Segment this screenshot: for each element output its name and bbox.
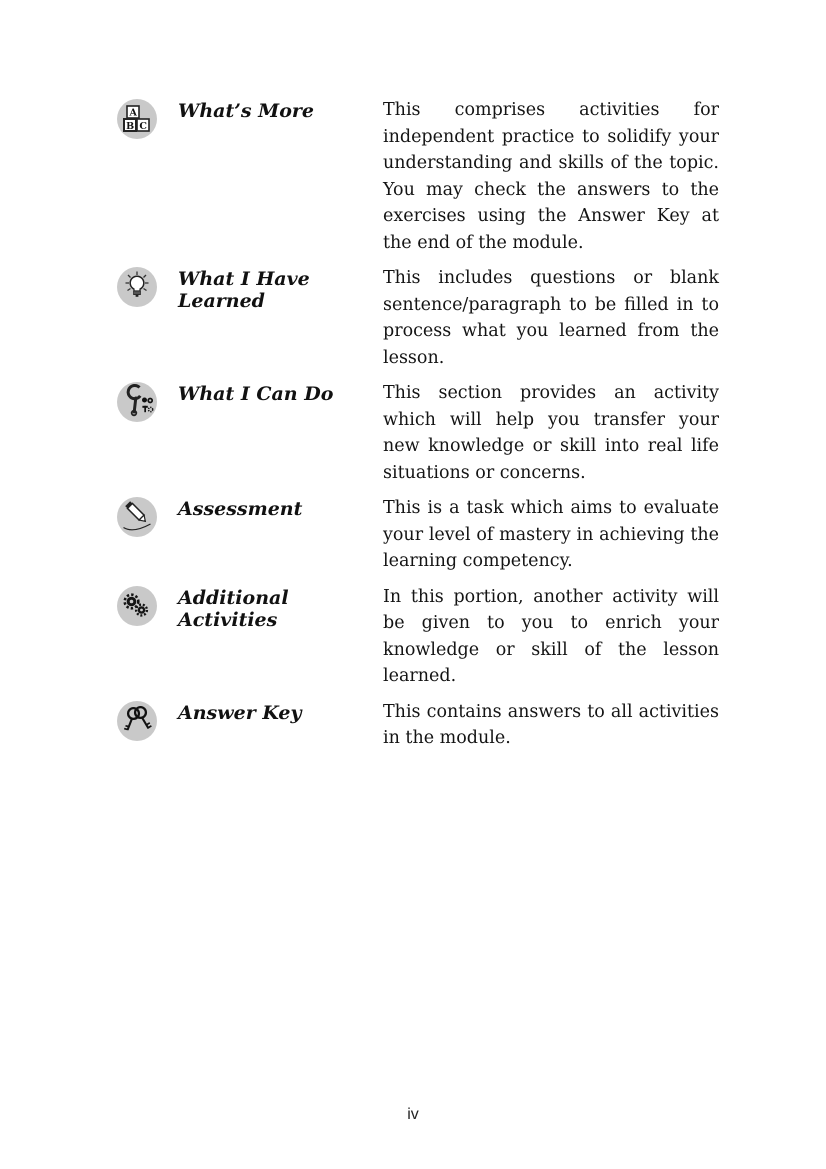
svg-text:B: B <box>126 120 135 132</box>
table-row <box>117 699 719 752</box>
keys-icon <box>117 701 157 741</box>
section-label: Assessment <box>178 498 303 520</box>
section-label: What I Have Learned <box>178 268 310 312</box>
table-row <box>117 584 719 690</box>
section-description: This includes questions or blank sentence/paragraph to be filled in to process what you learned from the lesson. <box>383 268 719 368</box>
section-label: What I Can Do <box>178 383 334 405</box>
pencil-icon <box>117 497 157 537</box>
table-row <box>117 380 719 486</box>
svg-text:A: A <box>129 107 137 119</box>
table-row <box>117 265 719 371</box>
section-description: In this portion, another activity will be given to you to enrich your knowledge or skill of the lesson learned. <box>383 586 719 686</box>
page-number: iv <box>407 1106 419 1123</box>
icon-legend-table <box>117 97 719 761</box>
gears-icon <box>117 586 157 626</box>
section-label: Additional Activities <box>178 586 289 631</box>
table-row <box>117 97 719 256</box>
section-description: This is a task which aims to evaluate your level of mastery in achieving the learning competency. <box>383 498 719 571</box>
section-description: This contains answers to all activities in the module. <box>383 701 719 748</box>
section-label: What’s More <box>178 100 314 122</box>
lightbulb-icon <box>117 267 157 307</box>
table-row <box>117 495 719 575</box>
wrench-icon <box>117 382 157 422</box>
abc-blocks-icon <box>117 99 157 139</box>
section-description: This section provides an activity which will help you transfer your new knowledge or skill into real life situations or concerns. <box>383 383 719 483</box>
section-description: This comprises activities for independent practice to solidify your understanding and skills of the topic. You may check the answers to the exercises using the Answer Key at the end of the module. <box>383 100 719 253</box>
svg-text:C: C <box>139 120 147 132</box>
section-label: Answer Key <box>178 701 302 724</box>
